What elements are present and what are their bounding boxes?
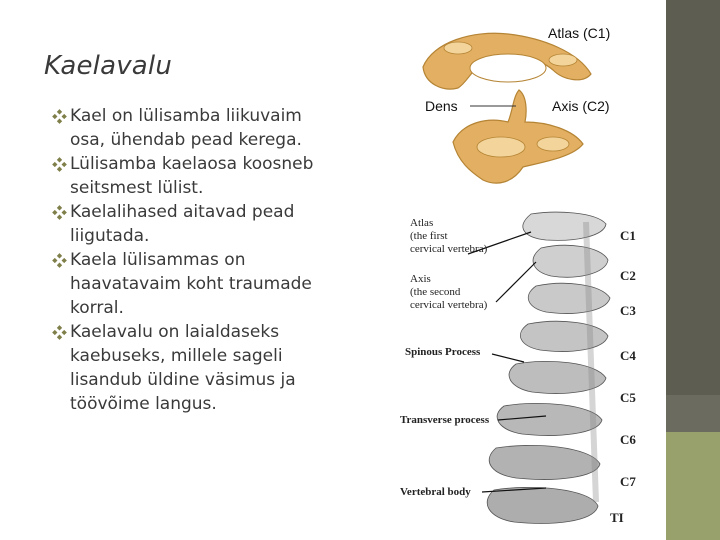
vertebral-body-label: Vertebral body — [400, 486, 471, 498]
bullet-text: Kael on lülisamba liikuvaim osa, ühendab pead kerega. — [70, 106, 302, 150]
level-label-t1: TI — [610, 510, 624, 525]
atlas-description-line3: cervical vertebra) — [410, 243, 488, 255]
level-label-c6: C6 — [620, 432, 636, 447]
bullet-item — [52, 152, 314, 200]
side-bar-accent-segment — [666, 432, 720, 540]
bullet-text: Lülisamba kaelaosa koosneb seitsmest lülist. — [70, 154, 314, 198]
atlas-description-line1: Atlas — [410, 217, 434, 229]
atlas-c1-label: Atlas (C1) — [548, 25, 611, 41]
slide-title: Kaelavalu — [44, 51, 173, 81]
bullet-text: Kaelavalu on laialdaseks kaebuseks, millele sageli lisandub üldine väsimus ja töövõime langus. — [70, 322, 296, 414]
diamond-bullet-icon — [52, 157, 67, 172]
level-label-c1: C1 — [620, 228, 636, 243]
axis-description-line3: cervical vertebra) — [410, 299, 488, 311]
diamond-bullet-icon — [52, 205, 67, 220]
diamond-bullet-icon — [52, 325, 67, 340]
side-bar-dark-segment — [666, 395, 720, 432]
diamond-bullet-icon — [52, 253, 67, 268]
side-decoration-bar — [666, 0, 720, 540]
bullet-item — [52, 104, 314, 152]
bullet-text: Kaelalihased aitavad pead liigutada. — [70, 202, 295, 246]
bullet-text: Kaela lülisammas on haavatavaim koht traumade korral. — [70, 250, 312, 318]
level-label-c5: C5 — [620, 390, 636, 405]
dens-label: Dens — [425, 98, 458, 114]
bullet-item — [52, 200, 314, 248]
bullet-list — [52, 104, 314, 416]
spinous-process-label: Spinous Process — [405, 346, 481, 358]
level-label-c7: C7 — [620, 474, 636, 489]
bullet-item — [52, 248, 314, 320]
axis-c2-label: Axis (C2) — [552, 98, 610, 114]
level-label-c2: C2 — [620, 268, 636, 283]
diamond-bullet-icon — [52, 109, 67, 124]
level-label-c4: C4 — [620, 348, 636, 363]
level-label-c3: C3 — [620, 303, 636, 318]
axis-description-line2: (the second — [410, 286, 461, 298]
transverse-process-label: Transverse process — [400, 414, 490, 426]
atlas-description-line2: (the first — [410, 230, 448, 242]
bullet-item — [52, 320, 314, 416]
axis-description-line1: Axis — [410, 273, 431, 285]
